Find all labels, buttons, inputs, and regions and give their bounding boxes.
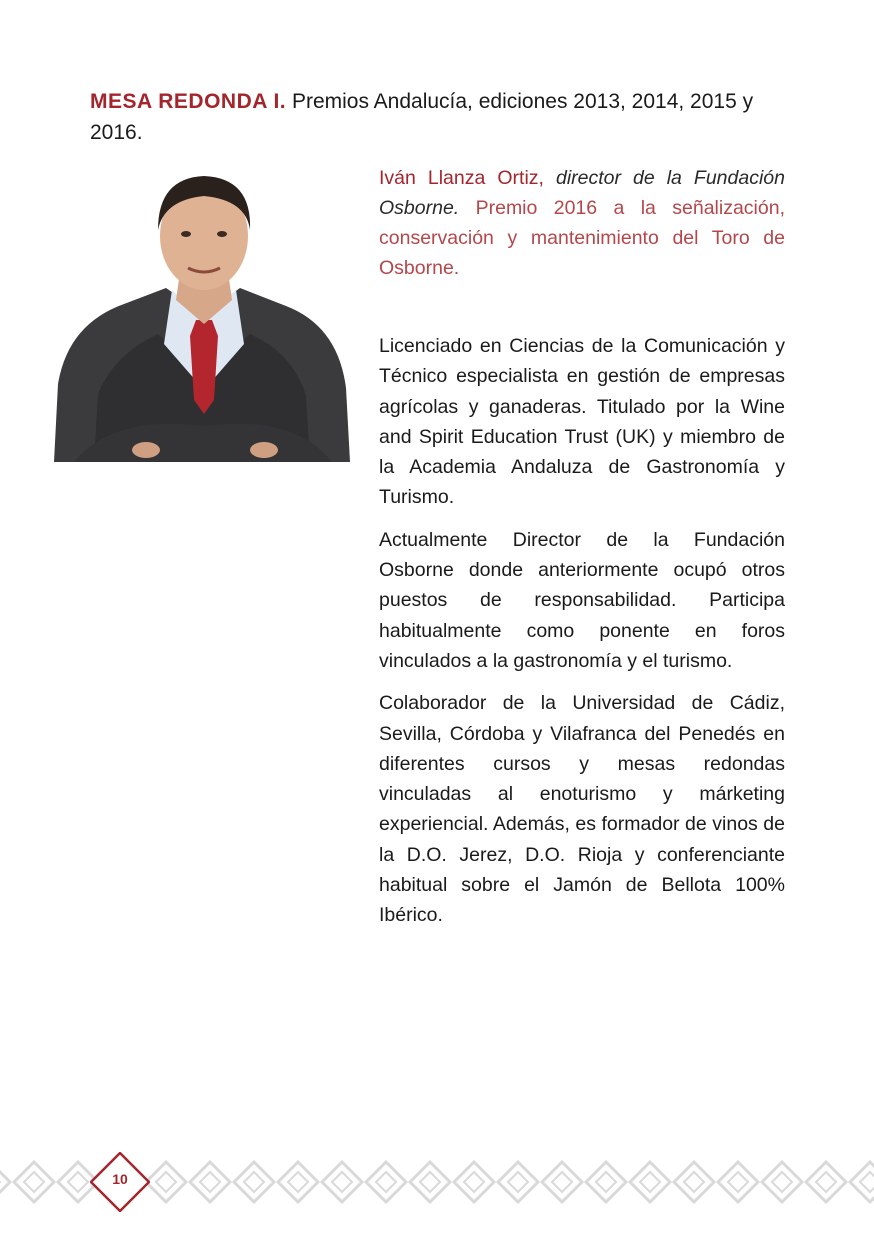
footer-diamond-inner [420,1172,440,1192]
footer-diamond-inner [288,1172,308,1192]
footer-diamond [190,1162,230,1202]
footer-diamond [366,1162,406,1202]
page-number: 10 [112,1171,128,1187]
footer-diamond-inner [156,1172,176,1192]
footer-diamond [454,1162,494,1202]
footer-diamond-inner [200,1172,220,1192]
footer-diamond-inner [860,1172,874,1192]
footer-diamond [630,1162,670,1202]
footer-diamond-inner [640,1172,660,1192]
footer-diamond [806,1162,846,1202]
section-title: Premios Andalucía, ediciones 2013, 2014, 2015 y 2016. [90,90,754,144]
bio-paragraph-1: Licenciado en Ciencias de la Comunicación y Técnico especialista en gestión de empresas agrícolas y ganaderas. Titulado por la Wine and Spirit Education Trust (UK) y miembro de la Academia Andaluza de Gastronomía y Turismo. [379,335,785,509]
footer-diamond-inner [684,1172,704,1192]
footer-diamond [542,1162,582,1202]
footer-diamond [14,1162,54,1202]
footer-diamond-inner [244,1172,264,1192]
footer-diamond-inner [24,1172,44,1192]
bio-paragraph-2: Actualmente Director de la Fundación Osborne donde anteriormente ocupó otros puestos de responsabilidad. Participa habitualmente como ponente en foros vinculados a la gastronomía y el turismo. [379,528,785,672]
footer-diamond [498,1162,538,1202]
footer-diamond [234,1162,274,1202]
footer-diamond-inner [728,1172,748,1192]
footer-diamond [850,1162,874,1202]
footer-diamond [410,1162,450,1202]
footer-diamond-inner [68,1172,88,1192]
footer-diamond-inner [508,1172,528,1192]
footer-diamond-inner [332,1172,352,1192]
bio-paragraph-3: Colaborador de la Universidad de Cádiz, Sevilla, Córdoba y Vilafranca del Penedés en diferentes cursos y mesas redondas vinculadas al enoturismo y márketing experiencial. Además, es formador de vinos de la D.O. Jerez, D.O. Rioja y conferenciante habitual sobre el Jamón de Bellota 100% Ibérico. [379,692,785,927]
portrait-photo [54,164,350,462]
speaker-intro [379,163,785,283]
speaker-comma: , [538,167,556,189]
speaker-award: Premio 2016 a la señalización, conservación y mantenimiento del Toro de Osborne. [379,197,785,279]
footer-diamond-inner [596,1172,616,1192]
footer-diamond-inner [772,1172,792,1192]
footer-diamond-inner [552,1172,572,1192]
portrait-tie [190,320,218,414]
footer-diamond [0,1162,10,1202]
footer-diamond [586,1162,626,1202]
footer-diamond [146,1162,186,1202]
section-kicker: MESA REDONDA I. [90,90,287,113]
footer-diamond-inner [816,1172,836,1192]
section-heading [90,86,790,148]
footer-diamond-inner [376,1172,396,1192]
speaker-role: director de la Fundación Osborne. [379,167,785,219]
footer-diamond [322,1162,362,1202]
footer-diamond [762,1162,802,1202]
footer-diamond [718,1162,758,1202]
footer-diamond-inner [464,1172,484,1192]
speaker-bio [379,331,785,943]
footer-diamond [278,1162,318,1202]
speaker-name: Iván Llanza Ortiz [379,167,539,189]
footer-diamond [674,1162,714,1202]
